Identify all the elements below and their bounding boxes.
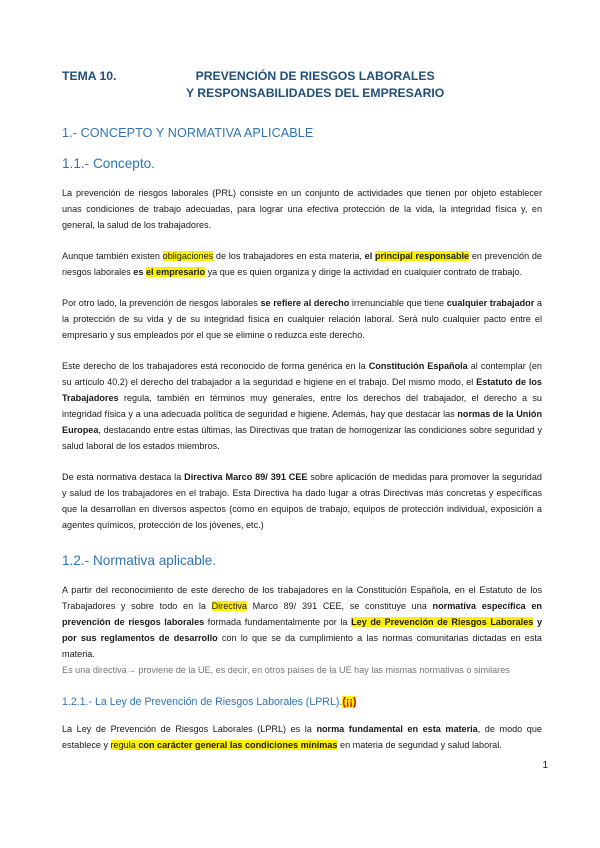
bold-run: se refiere al derecho <box>260 298 350 308</box>
bold-run: normativa específica en prevención de riesgos laborales <box>62 601 542 627</box>
text-run: de los trabajadores en esta materia, <box>213 251 365 261</box>
highlight-ley-prl: Ley de Prevención de Riesgos Laborales <box>351 617 534 627</box>
highlight-condiciones-minimas: con carácter general las condiciones mínimas <box>138 740 338 750</box>
text-run: sobre aplicación de medidas para promover la seguridad y salud de los trabajadores en el trabajo. Esta Directiva ha dado lugar a otras Directivas más concretas y específicas que la desarrollan en diversos aspectos (como en equipos de trabajo, equipos de protección individual, exposición a agentes químicos, protección de los jóvenes, etc.) <box>62 472 542 530</box>
heading-1-1: 1.1.- Concepto. <box>62 156 155 171</box>
bold-run: el <box>364 251 375 261</box>
bold-run: norma fundamental en esta materia <box>316 724 478 734</box>
exclamation-mark: (¡¡) <box>342 696 357 708</box>
highlight-directiva: Directiva <box>211 601 247 611</box>
bold-run: y por sus reglamentos de desarrollo <box>62 617 543 643</box>
bold-run: Directiva Marco 89/ 391 CEE <box>184 472 308 482</box>
paragraph-directiva-marco <box>62 469 542 533</box>
text-run: formada fundamentalmente por la <box>204 617 352 627</box>
document-header <box>62 68 542 102</box>
highlight-el-empresario: el empresario <box>145 267 206 277</box>
title-line-2: Y RESPONSABILIDADES DEL EMPRESARIO <box>186 86 445 100</box>
bold-run: cualquier trabajador <box>446 298 535 308</box>
text-run: A partir del reconocimiento de este derecho de los trabajadores en la Constitución Española, en el Estatuto de los Trabajadores y sobre todo en la <box>62 585 542 611</box>
text-run: ya que es quien organiza y dirige la actividad en cualquier contrato de trabajo. <box>205 267 523 277</box>
paragraph-worker-right <box>62 295 542 343</box>
text-run: con lo que se da cumplimiento a las normas comunitarias dictadas en esta materia. <box>62 633 542 659</box>
text-run: Este derecho de los trabajadores está reconocido de forma genérica en la <box>62 361 369 371</box>
tema-number: TEMA 10. <box>62 69 117 83</box>
heading-1-2: 1.2.- Normativa aplicable. <box>62 553 217 568</box>
highlight-principal-responsable: principal responsable <box>374 251 470 261</box>
text-run: a la protección de su vida y de su integridad física en cualquier relación laboral. Será nulo cualquier pacto entre el empresario y sus empleados por el que se elimine o reduzca este derecho. <box>62 298 542 340</box>
document-title <box>184 68 444 102</box>
bold-run: Estatuto de los Trabajadores <box>62 377 542 403</box>
heading-1-2-1 <box>62 696 542 708</box>
annotation-note: Es una directiva→ proviene de la UE, es decir, en otros países de la UE hay las mismas normativas o similares <box>62 665 510 675</box>
text-run: regula, también en términos muy generales, entre los derechos del trabajador, el derecho a su integridad física y a una adecuada política de seguridad e higiene. Además, hay que destacar las <box>62 393 542 419</box>
text-run: La Ley de Prevención de Riesgos Laborales (LPRL) es la <box>62 724 317 734</box>
page-number: 1 <box>542 760 548 771</box>
paragraph-prl-definition: La prevención de riesgos laborales (PRL) consiste en un conjunto de actividades que tienen por objeto establecer unas condiciones de trabajo adecuadas, para lograr una efectiva protección de la vida, la integridad física y, en general, la salud de los trabajadores. <box>62 188 542 230</box>
heading-1: 1.- CONCEPTO Y NORMATIVA APLICABLE <box>62 126 314 140</box>
paragraph-constitution <box>62 358 542 454</box>
bold-run: es <box>133 267 146 277</box>
text-run: Aunque también existen <box>62 251 163 261</box>
bold-run: Constitución Española <box>368 361 468 371</box>
text-run: al contemplar (en su artículo 40.2) el derecho del trabajador a la seguridad e higiene en el trabajo. Del mismo modo, el <box>62 361 542 387</box>
bold-run: normas de la Unión Europea <box>62 409 542 435</box>
paragraph-responsible <box>62 248 542 280</box>
paragraph-normativa <box>62 582 542 662</box>
text-run: De esta normativa destaca la <box>62 472 185 482</box>
text-run: Marco 89/ 391 CEE, se constituye una <box>246 601 433 611</box>
heading-text: 1.2.1.- La Ley de Prevención de Riesgos Laborales (LPRL). <box>62 696 343 708</box>
text-run: , destacando entre estas últimas, las Directivas que tratan de homogenizar las condiciones sobre seguridad y salud laboral de los estados miembros. <box>62 425 542 451</box>
text-run: en prevención de riesgos laborales <box>62 251 542 277</box>
text-run: irrenunciable que tiene <box>349 298 447 308</box>
highlight-regula: regula <box>110 740 136 750</box>
title-line-1: PREVENCIÓN DE RIESGOS LABORALES <box>195 69 435 83</box>
paragraph-lprl <box>62 721 542 753</box>
text-run: en materia de seguridad y salud laboral. <box>337 740 502 750</box>
text-run: , de modo que establece y <box>62 724 542 750</box>
highlight-obligaciones: obligaciones <box>162 251 214 261</box>
text-run: Por otro lado, la prevención de riesgos laborales <box>62 298 261 308</box>
